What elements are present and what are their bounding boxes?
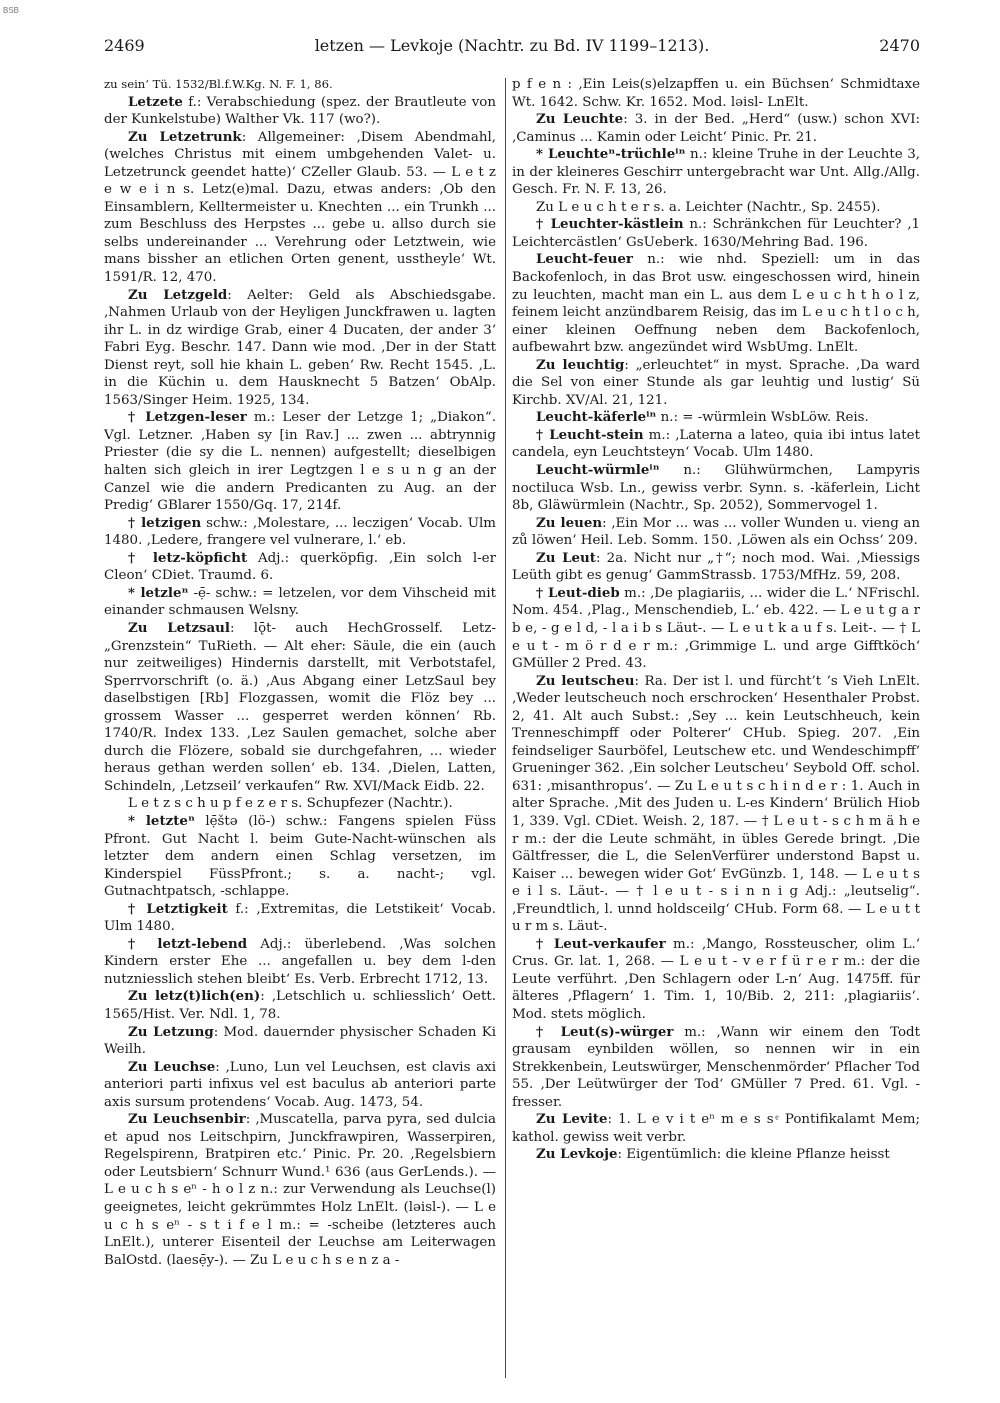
entry-text: : Allgemeiner: ‚Disem Abendmahl, (welches Christus mit einem umbgehenden Valet- u. Letzetrunck geendet hatte)‘ CZeller Glaub. 53. — L e t z e w e i n s. Letz(e)mal. Dazu, etwas anders: ‚Ob den Einsamblern, Kelltermeister u. Knechten ... ein Trunkh ... zum Beschluss des Herpstes ... gebe u. allso durch sie selbs undereinander ... Verehrung oder Letztwein, wie mans bissher an etlichen Orten genent, usstheyle‘ Wt. 1591/R. 12, 470. — [104, 129, 496, 286]
entry-lemma: † letzigen — [128, 514, 202, 531]
dictionary-entry — [104, 901, 496, 936]
entry-text: m.: ‚Wann wir einem den Todt grausam eynbilden wöllen, so nennen wir in ein Strekkenbein, Leutswürger, Menschenmörder‘ Pflacher Tod 55. ‚Der Leütwürger der Tod‘ GMüller 7 Pred. 61. Vgl. -fresser. — [512, 1024, 921, 1110]
entry-lemma: † Leut(s)-würger — [536, 1023, 674, 1040]
entry-text: p f e n : ‚Ein Leis(s)elzapffen u. ein Büchsen‘ Schmidtaxe Wt. 1642. Schw. Kr. 1652. Mod. ləisl- LnElt. — [512, 77, 920, 110]
running-title: letzen — Levkoje (Nachtr. zu Bd. IV 1199–1213). — [314, 36, 710, 55]
dictionary-entry — [512, 673, 920, 936]
entry-text: schw.: ‚Molestare, ... leczigen‘ Vocab. Ulm 1480. ‚Ledere, frangere vel vulnerare, l.‘ eb. — [104, 515, 497, 549]
entry-text: f.: Verabschiedung (spez. der Brautleute von der Kunkelstube) Walther Vk. 117 (wo?). — [104, 94, 496, 128]
entry-lemma: Leucht-käferleⁱⁿ — [536, 409, 657, 426]
entry-text: : ‚Ein Mor ... was ... voller Wunden u. vieng an zů löwen‘ Heil. Leb. Somm. 150. ‚Löwen als ein Ochss‘ 209. — [512, 515, 920, 549]
entry-text: : 2a. Nicht nur „†“; noch mod. Wai. ‚Miessigs Leüth gibt es genug‘ GammStrassb. 1753/MfHz. 59, 208. — [512, 550, 920, 584]
entry-lemma: Zu Leuchsenbir — [128, 1111, 246, 1128]
entry-lemma: † Letzgen-leser — [128, 409, 247, 426]
entry-text: Adj.: querköpfig. ‚Ein solch l-er Cleon‘ CDiet. Traumd. 6. — [104, 550, 496, 584]
entry-lemma: * letzteⁿ — [128, 812, 195, 829]
dictionary-entry — [512, 550, 920, 585]
entry-text: n.: = -würmlein WsbLöw. Reis. — [656, 410, 869, 426]
page-number-left: 2469 — [104, 36, 145, 55]
entry-text: n.: wie nhd. Speziell: um in das Backofenloch, in das Brot usw. eingeschossen wird, hinein zu leuchten, macht man ein L. aus dem L e u c h t h o l z, feinem leicht anzündbarem Reisig, das im L e u c h t l o c h, einer kleinen Oeffnung neben dem Backofenloch, aufbewahrt bzw. angezündet wird WsbUmg. LnElt. — [512, 252, 920, 356]
entry-lemma: Zu leuchtig — [536, 356, 625, 373]
entry-text: Adj.: überlebend. ‚Was solchen Kindern erster Ehe ... angefallen u. bey dem l-den nutzniesslich stehen bleibt‘ Es. Verb. Erbrecht 1712, 13. — [104, 936, 496, 987]
entry-text: m.: ‚Mango, Rossteuscher, olim L.‘ Crus. Gr. lat. 1, 268. — L e u t - v e r f ü r e r m.: der die Leute verführt. ‚Den Schlagern oder L-n‘ Aug. 1475ff. für älteres ‚Pflagern‘ 1. Tim. 1, 10/Bib. 2, 211: ‚plagiariis‘. Mod. stets möglich. — [512, 936, 920, 1022]
dictionary-entry — [104, 988, 496, 1023]
dictionary-entry — [512, 216, 920, 251]
entry-lemma: Zu Levite — [536, 1111, 608, 1128]
entry-text: n.: Schränkchen für Leuchter? ‚1 Leichtercästlen‘ GsUeberk. 1630/Mehring Bad. 196. — [512, 217, 920, 250]
entry-lemma: Zu Leut — [536, 549, 596, 566]
dictionary-entry — [512, 251, 920, 356]
entry-text: : 1. L e v i t eⁿ m e s s ͤ Pontifikalamt Mem; kathol. gewiss weit verbr. — [512, 1112, 920, 1145]
entry-text: n.: Glühwürmchen, Lampyris noctiluca Wsb. Ln., gewiss verbr. Synn. s. -käferlein, Licht 8b, Gläwürmlein (Nachtr., Sp. 2052), Sommervogel 1. — [512, 463, 920, 514]
entry-text: : Mod. dauernder physischer Schaden Ki Weilh. — [104, 1024, 496, 1058]
entry-text: : ‚Muscatella, parva pyra, sed dulcia et apud nos Leitschpirn, Junckfrawpiren, Wasserpiren, Regelspirenn, Bratpiren etc.‘ Pinic. Pr. 20. ‚Regelsbiern oder Leutsbiern‘ Schnurr Wund.¹ 636 (aus GerLends.). — L e u c h s eⁿ - h o l z n.: zur Verwendung als Leuchse(l) geeignetes, leicht gekrümmtes Holz LnElt. (ləisl-). — L e u c h s eⁿ - s t i f e l m.: = -scheibe (letzteres auch LnElt.), unterer Eisenteil der Leuchse am Leiterwagen BalOstd. (laesẹ̄y-). — Zu L e u c h s e n z a - — [104, 1112, 496, 1268]
entry-lemma: Zu Letzsaul — [128, 619, 230, 636]
entry-lemma: † Leuchter-kästlein — [536, 216, 684, 233]
dictionary-entry — [104, 1059, 496, 1112]
entry-text: : „erleuchtet“ in myst. Sprache. ‚Da ward die Sel von einer Stunde als gar leuhtig und lustig‘ Sü Kirchb. XV/Al. 21, 121. — [512, 357, 920, 408]
dictionary-entry — [104, 1024, 496, 1059]
entry-lemma: Zu Leuchte — [536, 111, 624, 128]
dictionary-entry — [104, 409, 496, 514]
dictionary-entry — [512, 111, 920, 146]
entry-lemma: † Leut-dieb — [536, 584, 620, 601]
entry-text: : lǭt- auch HechGrosself. Letz- „Grenzstein“ TuRieth. — Alt eher: Säule, die ein (auch nur zeitweiliges) Hindernis darstellt, mit Verbotstafel, Sperrvorschrift (o. ä.) ‚Aus Abgang einer LetzSaul bey daselbstigen [Rb] Flozgassen, womit die Flöz bey ... grossem Wasser ... gesperret werden können‘ Rb. 1740/R. Index 133. ‚Lez Saulen gemachet, solche aber durch die Flözere, sobald sie durchgefahren, ... wieder heraus gethan werden sollen‘ eb. 134. ‚Dielen, Latten, Schindeln, ‚Letzseil‘ verkaufen“ Rw. XVI/Mack Eidb. 22. — [104, 620, 497, 794]
dictionary-entry — [512, 515, 920, 550]
dictionary-entry — [512, 1111, 920, 1146]
entry-lemma: Zu Letzgeld — [128, 286, 228, 303]
entry-lemma: † Leut-verkaufer — [536, 935, 666, 952]
dictionary-entry — [104, 620, 496, 795]
column-divider — [505, 78, 506, 1378]
entry-text: Zu L e u c h t e r s. a. Leichter (Nachtr., Sp. 2455). — [536, 199, 881, 215]
dictionary-entry — [512, 585, 920, 673]
entry-lemma: Zu leuen — [536, 514, 603, 531]
entry-lemma: Leucht-würmleⁱⁿ — [536, 462, 660, 479]
dictionary-entry — [512, 199, 920, 217]
entry-text: m.: ‚Laterna a lateo, quia ibi intus latet candela, eyn Leuchtsteyn‘ Vocab. Ulm 1480. — [512, 427, 920, 461]
entry-text: : Ra. Der ist l. und fürcht’t ’s Vieh LnElt. ‚Weder leutscheuch noch erschrocken‘ Hesenthaler Probst. 2, 41. Alt auch Subst.: ‚Sey ... kein Leutschheuch, kein Trenneschimpff oder Polterer‘ CHub. Spieg. 207. ‚Ein feindseliger Saurböfel, Leutschew etc. und Wendeschimpff‘ Grueninger 362. ‚Ein solcher Leutscheu‘ Seybold Off. schol. 631: ‚misanthropus‘. — Zu L e u t s c h i n d e r : 1. Auch in alter Sprache. ‚Mit des Juden u. L-es Kindern‘ Brülich Hiob 1, 339. Vgl. CDiet. Weish. 2, 187. — † L e u t - s c h m ä h e r m.: der die Leute schmäht, in übles Gerede bringt. ‚Die Gältfresser, die L, die SelenVerfürer understond Bapst u. Kaiser ... bewegen wider Got‘ EvGünzb. 1, 148. — L e u t s e i l s. Läut-. — † l e u t - s i n n i g Adj.: „leutselig“. ‚Freundtlich, l. unnd holdsceilg‘ CHub. Form 68. — L e u t t u r m s. Läut-. — [512, 673, 920, 935]
entry-text: n.: kleine Truhe in der Leuchte 3, in der kleineres Geschirr untergebracht war Unt. Allg./Allg. Gesch. Fr. N. F. 13, 26. — [512, 147, 921, 198]
entry-lemma: Zu Leuchse — [128, 1058, 216, 1075]
entry-text: : Aelter: Geld als Abschiedsgabe. ‚Nahmen Urlaub von der Heyligen Junckfrawen u. lagten ihr L. in dz wirdige Grab, einer 4 Ducaten, der ander 3‘ Fabri Eyg. Beschr. 147. Dann wie mod. ‚Der in der Statt Dienst reyt, soll hie khain L. geben‘ Rw. Recht 1545. ‚L. in die Küchin u. dem Hausknecht 5 Batzen‘ ObAlp. 1563/Singer Heim. 1925, 134. — [104, 287, 496, 408]
entry-lemma: Zu Letzung — [128, 1023, 214, 1040]
entry-lemma: * letzleⁿ — [128, 584, 189, 601]
entry-lemma: Letzete — [128, 93, 183, 110]
entry-lemma: Zu leutscheu — [536, 672, 635, 689]
dictionary-entry — [512, 146, 920, 199]
entry-lemma: Zu letz(t)lich(en) — [128, 988, 261, 1005]
dictionary-entry — [104, 585, 496, 620]
dictionary-entry — [104, 76, 496, 94]
left-column — [104, 76, 496, 1269]
entry-lemma: Zu Levkoje — [536, 1146, 618, 1163]
dictionary-entry — [104, 1111, 496, 1269]
dictionary-entry — [104, 515, 496, 550]
entry-text: : Eigentümlich: die kleine Pflanze heisst — [617, 1147, 890, 1163]
dictionary-entry — [104, 936, 496, 989]
library-watermark: BSB — [3, 6, 20, 15]
entry-text: : ‚Letschlich u. schliesslich‘ Oett. 1565/Hist. Ver. Ndl. 1, 78. — [104, 989, 496, 1022]
entry-text: L e t z s c h u p f e z e r s. Schupfezer (Nachtr.). — [128, 796, 453, 812]
entry-text: lẹ̄štə (lö-) schw.: Fangens spielen Füss Pfront. Gut Nacht l. beim Gute-Nacht-wünschen als letzter dem andern einen Schlag versetzen, im Kinderspiel FüssPfront.; s. a. nacht-; vgl. Gutnachtpatsch, -schlappe. — [104, 813, 497, 900]
entry-text: : 3. in der Bed. „Herd“ (usw.) schon XVI: ‚Caminus ... Kamin oder Leicht‘ Pinic. Pr. 21. — [512, 112, 920, 145]
dictionary-entry — [512, 462, 920, 515]
dictionary-entry — [104, 287, 496, 410]
dictionary-entry — [104, 795, 496, 813]
entry-lemma: † Leucht-stein — [536, 426, 644, 443]
entry-lemma: † letzt-lebend — [128, 935, 248, 952]
dictionary-entry — [512, 357, 920, 410]
dictionary-entry — [104, 813, 496, 901]
dictionary-entry — [104, 129, 496, 287]
dictionary-entry — [104, 550, 496, 585]
dictionary-entry — [512, 1146, 920, 1164]
entry-lemma: Zu Letzetrunk — [128, 128, 242, 145]
page-header — [104, 36, 920, 64]
page-number-right: 2470 — [879, 36, 920, 55]
entry-text: -ẹ̄- schw.: = letzelen, vor dem Vihscheid mit einander schmausen Welsny. — [104, 585, 496, 619]
entry-lemma: Leucht-feuer — [536, 251, 633, 268]
entry-text: m.: ‚De plagiariis, ... wider die L.‘ NFrischl. Nom. 454. ‚Plag., Menschendieb, L.‘ eb. 422. — L e u t g a r b e, - g e l d, - l a i b s Läut-. — L e u t k a u f s. Leit-. — † L e u t - m ö r d e r m.: ‚Grimmige L. und arge Gifftköch‘ GMüller 2 Pred. 43. — [512, 585, 920, 672]
dictionary-entry — [104, 94, 496, 129]
entry-lemma: † Letztigkeit — [128, 900, 228, 917]
entry-text: f.: ‚Extremitas, die Letstikeit‘ Vocab. Ulm 1480. — [104, 901, 497, 935]
dictionary-entry — [512, 409, 920, 427]
right-column — [512, 76, 920, 1164]
dictionary-entry — [512, 936, 920, 1024]
dictionary-entry — [512, 427, 920, 462]
dictionary-entry — [512, 76, 920, 111]
entry-lemma: * Leuchteⁿ-trüchleⁱⁿ — [536, 146, 686, 163]
entry-lemma: † letz-köpficht — [128, 549, 248, 566]
entry-text: m.: Leser der Letzge 1; „Diakon“. Vgl. Letzner. ‚Haben sy [in Rav.] ... zwen ... abtrynnig Priester (die sy die L. nennen) aufgestellt; dieselbigen halten sich gleich in irer Legtzgen l e s u n g an der Canzel wie die andern Predicanten zu Aug. an der Predig‘ GBlarer 1550/Gq. 17, 214f. — [104, 410, 496, 514]
entry-text: zu sein‘ Tü. 1532/Bl.f.W.Kg. N. F. 1, 86. — [104, 77, 333, 91]
entry-text: : ‚Luno, Lun vel Leuchsen, est clavis axi anteriori parti infixus vel est baculus ab anteriori parte axis sursum protendens‘ Vocab. Aug. 1473, 54. — [104, 1059, 496, 1110]
dictionary-entry — [512, 1024, 920, 1112]
